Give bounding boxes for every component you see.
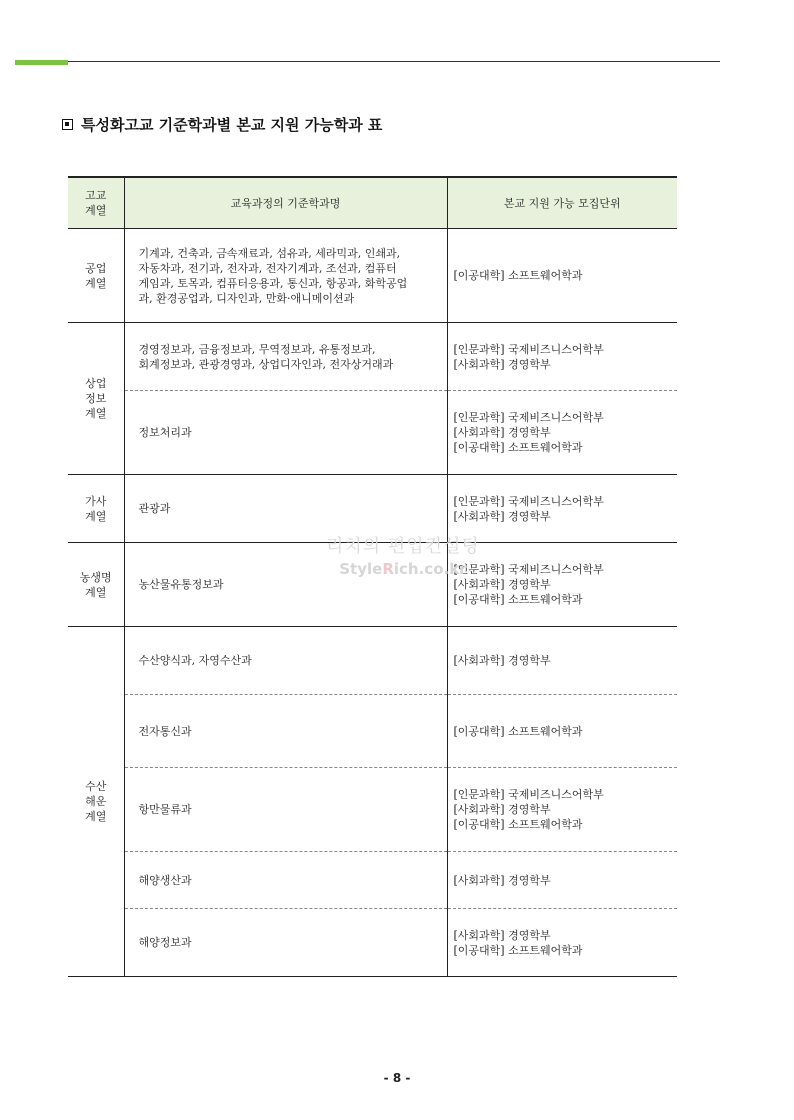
unit-cell: [인문과학] 국제비즈니스어학부 [사회과학] 경영학부 [이공대학] 소프트웨어학과 <box>447 391 677 475</box>
unit-cell: [이공대학] 소프트웨어학과 <box>447 229 677 323</box>
unit-cell: [이공대학] 소프트웨어학과 <box>447 695 677 768</box>
watermark-brand: StyleRich.co.kr <box>339 560 467 578</box>
subject-cell: 관광과 <box>124 475 447 543</box>
group-cell: 농생명 계열 <box>68 543 124 627</box>
subject-cell: 농산물유통정보과 <box>124 543 447 627</box>
subject-cell: 해양생산과 <box>124 852 447 909</box>
table-row <box>68 475 677 543</box>
header-rule <box>68 61 720 62</box>
page-number: - 8 - <box>383 1071 411 1085</box>
unit-cell: [인문과학] 국제비즈니스어학부 [사회과학] 경영학부 <box>447 475 677 543</box>
subject-cell: 경영정보과, 금융정보과, 무역정보과, 유통정보과, 회계정보과, 관광경영과, 상업디자인과, 전자상거래과 <box>124 323 447 391</box>
subject-cell: 수산양식과, 자영수산과 <box>124 627 447 695</box>
table-row <box>68 391 677 475</box>
square-bullet-icon <box>62 119 73 130</box>
group-cell: 수산 해운 계열 <box>68 627 124 977</box>
header-unit: 본교 지원 가능 모집단위 <box>447 177 677 229</box>
table-row <box>68 909 677 977</box>
unit-cell: [인문과학] 국제비즈니스어학부 [사회과학] 경영학부 <box>447 323 677 391</box>
subject-cell: 전자통신과 <box>124 695 447 768</box>
table-row <box>68 852 677 909</box>
watermark-script: 리치의 편입컨설팅 <box>326 536 480 557</box>
table-row <box>68 768 677 852</box>
unit-cell: [사회과학] 경영학부 [이공대학] 소프트웨어학과 <box>447 909 677 977</box>
table-row <box>68 543 677 627</box>
unit-cell: [인문과학] 국제비즈니스어학부 [사회과학] 경영학부 [이공대학] 소프트웨어학과 <box>447 768 677 852</box>
unit-cell: [사회과학] 경영학부 <box>447 852 677 909</box>
table-body <box>68 229 677 977</box>
table-row <box>68 323 677 391</box>
table-row <box>68 229 677 323</box>
subject-cell: 해양정보과 <box>124 909 447 977</box>
table-row <box>68 695 677 768</box>
section-title <box>62 114 382 135</box>
header-accent-bar <box>15 60 68 65</box>
subject-cell: 정보처리과 <box>124 391 447 475</box>
subject-cell: 기계과, 건축과, 금속재료과, 섬유과, 세라믹과, 인쇄과, 자동차과, 전기과, 전자과, 전자기계과, 조선과, 컴퓨터 게임과, 토목과, 컴퓨터응용과, 통신과, 항공과, 화학공업 과, 환경공업과, 디자인과, 만화·애니메이션과 <box>124 229 447 323</box>
group-cell: 상업 정보 계열 <box>68 323 124 475</box>
group-cell: 가사 계열 <box>68 475 124 543</box>
section-title-text: 특성화고교 기준학과별 본교 지원 가능학과 표 <box>81 116 383 134</box>
table-row <box>68 627 677 695</box>
unit-cell: [인문과학] 국제비즈니스어학부 [사회과학] 경영학부 [이공대학] 소프트웨어학과 <box>447 543 677 627</box>
department-table <box>68 176 677 977</box>
subject-cell: 항만물류과 <box>124 768 447 852</box>
header-group: 고교 계열 <box>68 177 124 229</box>
table-header-row <box>68 177 677 229</box>
group-cell: 공업 계열 <box>68 229 124 323</box>
unit-cell: [사회과학] 경영학부 <box>447 627 677 695</box>
header-subject: 교육과정의 기준학과명 <box>124 177 447 229</box>
